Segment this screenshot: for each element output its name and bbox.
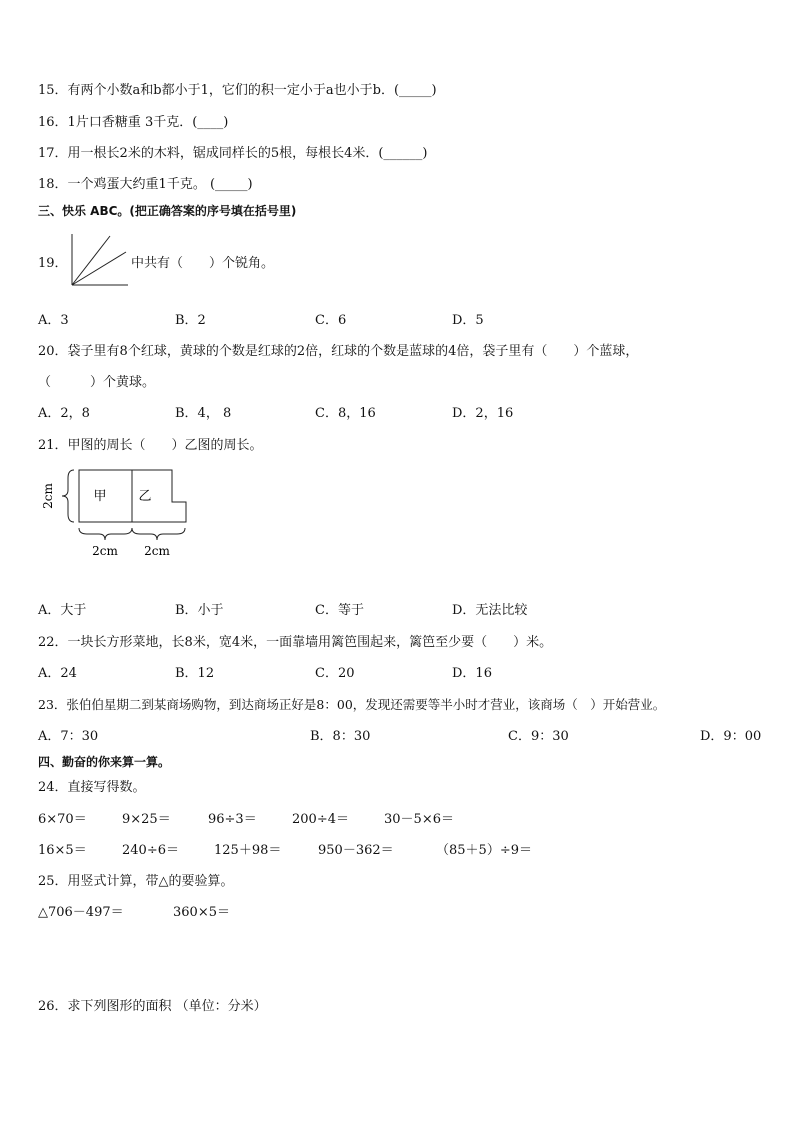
q22-option-b: B．12 [175,666,215,681]
perimeter-figure [40,466,190,566]
question-19-number: 19． [38,256,68,271]
question-19-text: 中共有（ ）个锐角。 [131,256,275,271]
q21-option-a: A．大于 [38,603,87,618]
expr-row1-2: 9×25＝ [122,812,171,827]
q20-option-c: C．8，16 [315,406,376,421]
q23-option-c: C．9：30 [508,729,569,744]
question-15: 15．有两个小数a和b都小于1，它们的积一定小于a也小于b．(_____) [38,83,437,98]
expr-row1-5: 30－5×6＝ [384,812,454,827]
expr-row2-3: 125＋98＝ [214,843,282,858]
expr-row1-1: 6×70＝ [38,812,87,827]
vertical-calc-2: 360×5＝ [173,905,230,920]
q21-option-c: C．等于 [315,603,364,618]
expr-row1-4: 200÷4＝ [292,812,349,827]
q20-option-b: B．4， 8 [175,406,232,421]
shape-yi-label: 乙 [138,489,152,504]
q23-option-d: D．9：00 [700,729,762,744]
bottom-length-label-1: 2cm [92,544,118,558]
question-24: 24．直接写得数。 [38,780,146,795]
q19-option-c: C．6 [315,313,347,328]
acute-angles-figure [66,232,130,288]
vertical-calc-1: △706－497＝ [38,905,124,920]
expr-row2-2: 240÷6＝ [122,843,179,858]
expr-row2-1: 16×5＝ [38,843,87,858]
section-3-heading: 三、快乐 ABC。(把正确答案的序号填在括号里) [38,204,297,218]
q22-option-c: C．20 [315,666,355,681]
question-16: 16．1片口香糖重 3千克．(____) [38,115,229,130]
q20-option-a: A．2，8 [38,406,90,421]
q21-option-d: D．无法比较 [452,603,528,618]
q21-option-b: B．小于 [175,603,224,618]
shape-jia-label: 甲 [93,489,107,504]
q23-option-a: A．7：30 [38,729,99,744]
q22-option-d: D．16 [452,666,492,681]
question-22: 22．一块长方形菜地，长8米，宽4米，一面靠墙用篱笆围起来，篱笆至少要（ ）米。 [38,635,553,650]
q19-option-b: B．2 [175,313,206,328]
q19-option-a: A．3 [38,313,69,328]
question-25: 25．用竖式计算，带△的要验算。 [38,874,234,889]
section-4-heading: 四、勤奋的你来算一算。 [38,755,171,769]
q20-option-d: D．2，16 [452,406,514,421]
question-26: 26．求下列图形的面积 （单位：分米） [38,999,267,1014]
question-20-line-2: （ ）个黄球。 [38,375,156,390]
question-20-line-1: 20．袋子里有8个红球，黄球的个数是红球的2倍，红球的个数是蓝球的4倍，袋子里有（ ）个蓝球， [38,344,639,359]
question-18: 18．一个鸡蛋大约重1千克。 (_____) [38,177,253,192]
expr-row2-4: 950－362＝ [318,843,394,858]
question-23: 23．张伯伯星期二到某商场购物，到达商场正好是8：00，发现还需要等半小时才营业，该商场（ ）开始营业。 [38,697,666,712]
q22-option-a: A．24 [38,666,77,681]
expr-row1-3: 96÷3＝ [208,812,257,827]
question-21: 21．甲图的周长（ ）乙图的周长。 [38,438,263,453]
expr-row2-5: （85＋5）÷9＝ [436,843,532,858]
question-17: 17．用一根长2米的木料，锯成同样长的5根，每根长4米．(______) [38,146,428,161]
q23-option-b: B．8：30 [310,729,371,744]
q19-option-d: D．5 [452,313,484,328]
bottom-length-label-2: 2cm [144,544,170,558]
side-length-label: 2cm [41,483,55,509]
